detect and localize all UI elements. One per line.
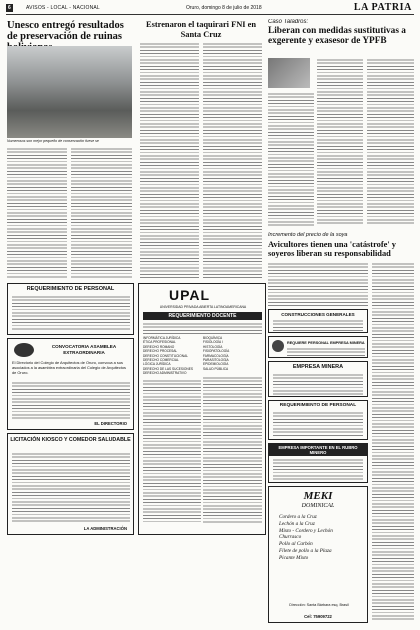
course-item: FARMACOLOGÍA — [203, 353, 229, 358]
ypfb-body-col1 — [268, 92, 314, 226]
construcciones-body — [273, 319, 363, 331]
ad-empresa-importante — [268, 443, 368, 483]
headline-unesco: Unesco entregó resultados de preservación de ruinas — [7, 20, 124, 42]
menu-item: Pollo al Carbón — [279, 541, 313, 548]
course-item: DERECHO CONSTITUCIONAL — [143, 353, 188, 358]
ad-meki — [268, 486, 368, 623]
upal-logo: UPAL — [169, 287, 211, 303]
article-photo — [7, 46, 132, 138]
menu-item: Lechón a la Cruz — [279, 520, 315, 527]
helmet-icon — [272, 340, 284, 352]
menu-item: Cordero a la Cruz — [279, 514, 317, 520]
ypfb-photo — [268, 58, 310, 88]
ad-title: REQUERIMIENTO DE PERSONAL — [26, 286, 115, 292]
section-label: AVISOS - LOCAL - NACIONAL — [26, 5, 100, 11]
licitacion-title: LICITACIÓN KIOSCO Y COMEDOR SALUDABLE — [10, 437, 131, 443]
upal-subtitle: UNIVERSIDAD PRIVADA ABIERTA LATINOAMERICANA — [159, 305, 247, 309]
upal-banner: REQUERIMIENTO DOCENTE — [143, 312, 262, 320]
course-item: FISIOPATOLOGÍA — [203, 349, 230, 354]
ad-empresa-minera — [268, 361, 368, 397]
requerimiento-2-title: REQUERIMIENTO DE PERSONAL — [279, 403, 357, 408]
headline-taquirari: Estrenaron el taquirari FNI en Santa Cruz — [146, 20, 256, 39]
ad-upal — [138, 283, 266, 535]
avicultores-body-left — [268, 262, 368, 306]
meki-address: Dirección: Santa Bárbara esq. Brasil — [289, 603, 349, 607]
meki-phone: Cel: 75909722 — [304, 614, 332, 619]
upal-col-2 — [203, 336, 263, 371]
ad-requerimiento-personal-2 — [268, 400, 368, 440]
headline-ypfb: Liberan con medidas sustitutivas a exgerente y exasesor de YPFB — [268, 26, 406, 46]
article-body-col1 — [7, 147, 67, 279]
course-item: DERECHO PROCESAL — [143, 349, 178, 354]
empresa-minera-body — [273, 373, 363, 395]
center-body-col2 — [203, 42, 262, 278]
newspaper-logo: LA PATRIA — [353, 2, 412, 13]
course-item: DERECHO COMERCIAL — [143, 358, 179, 363]
menu-item: Mixto - Cordero y Lechón — [279, 527, 333, 534]
convocatoria-body-lines — [12, 381, 130, 419]
meki-title: MEKI — [303, 490, 333, 502]
ad-requiere-personal — [268, 336, 368, 358]
course-item: PARASITOLOGÍA — [203, 358, 229, 363]
upal-more-courses-right — [203, 376, 262, 524]
meki-subtitle: DOMINICAL — [301, 503, 335, 509]
licitacion-signature: LA ADMINISTRACIÓN — [83, 526, 127, 531]
eye-logo-icon — [14, 343, 34, 357]
kicker-taladros: Caso Taladros: — [268, 19, 309, 25]
article-body-col2 — [71, 147, 132, 279]
course-item: ÉTICA PROFESIONAL — [143, 340, 176, 345]
construcciones-title: CONSTRUCCIONES GENERALES — [281, 312, 355, 317]
empresa-importante-body — [273, 458, 363, 481]
requiere-personal-title: REQUIERE PERSONAL EMPRESA MINERA — [287, 341, 365, 345]
ad-body — [12, 295, 130, 331]
course-item: FISIOLOGÍA I — [203, 340, 223, 345]
kicker-soya: Incremento del precio de la soya — [268, 232, 348, 238]
ad-convocatoria — [7, 338, 134, 430]
ad-construcciones — [268, 309, 368, 333]
course-item: DERECHO ADMINISTRATIVO — [143, 371, 187, 376]
convocatoria-title: CONVOCATORIA ASAMBLEA EXTRAORDINARIA — [51, 344, 117, 355]
course-item: DERECHO DE LAS SUCESIONES — [143, 366, 193, 371]
ypfb-body-col2 — [317, 58, 363, 226]
menu-item: Churrasco — [279, 534, 302, 541]
menu-item: Filete de pollo a la Plaza — [279, 547, 332, 554]
licitacion-body — [12, 452, 130, 524]
issue-date: Oruro, domingo 8 de julio de 2018 — [186, 5, 262, 11]
course-item: DERECHO ROMANO — [143, 344, 175, 349]
course-item: LÓGICA JURÍDICA — [143, 362, 171, 367]
upal-more-courses-left — [143, 379, 201, 524]
convocatoria-signature: EL DIRECTORIO — [94, 421, 127, 426]
course-item: HISTOLOGÍA — [203, 344, 223, 349]
ad-requerimiento-personal — [7, 283, 134, 335]
ad-licitacion — [7, 433, 134, 535]
upal-col-1 — [143, 336, 201, 376]
course-item: SALUD PÚBLICA — [203, 366, 229, 371]
course-item: INFORMÁTICA JURÍDICA — [143, 336, 181, 340]
course-item: BIOQUÍMICA — [203, 336, 223, 340]
center-body-col1 — [140, 42, 199, 278]
headline-avicultores: Avicultores tienen una 'catástrofe' y soyeros liberan su responsabilidad — [268, 240, 396, 259]
requerimiento-2-body — [273, 411, 363, 438]
empresa-importante-title: EMPRESA IMPORTANTE EN EL RUBRO MINERO — [269, 444, 367, 456]
empresa-minera-title: EMPRESA MINERA — [292, 364, 344, 370]
requiere-personal-body — [287, 347, 365, 356]
page-header — [6, 3, 414, 15]
page-number: 6 — [8, 5, 11, 11]
avicultores-body-right — [372, 262, 414, 622]
ypfb-body-col3 — [367, 58, 414, 226]
course-item: EPIDEMIOLOGÍA — [203, 362, 229, 367]
upal-intro — [143, 322, 262, 334]
meki-menu — [279, 514, 365, 562]
photo-caption: Numerosos son mejor pequeño de conservación fuese se — [7, 139, 99, 143]
menu-item: Picante Mixto — [279, 554, 309, 561]
convocatoria-body: El Directorio del Colegio de Arquitectos de Oruro, convoca a sus asociados a la asamblea extraordinaria del Colegio de Arquitectos de Oruro. — [12, 360, 126, 375]
